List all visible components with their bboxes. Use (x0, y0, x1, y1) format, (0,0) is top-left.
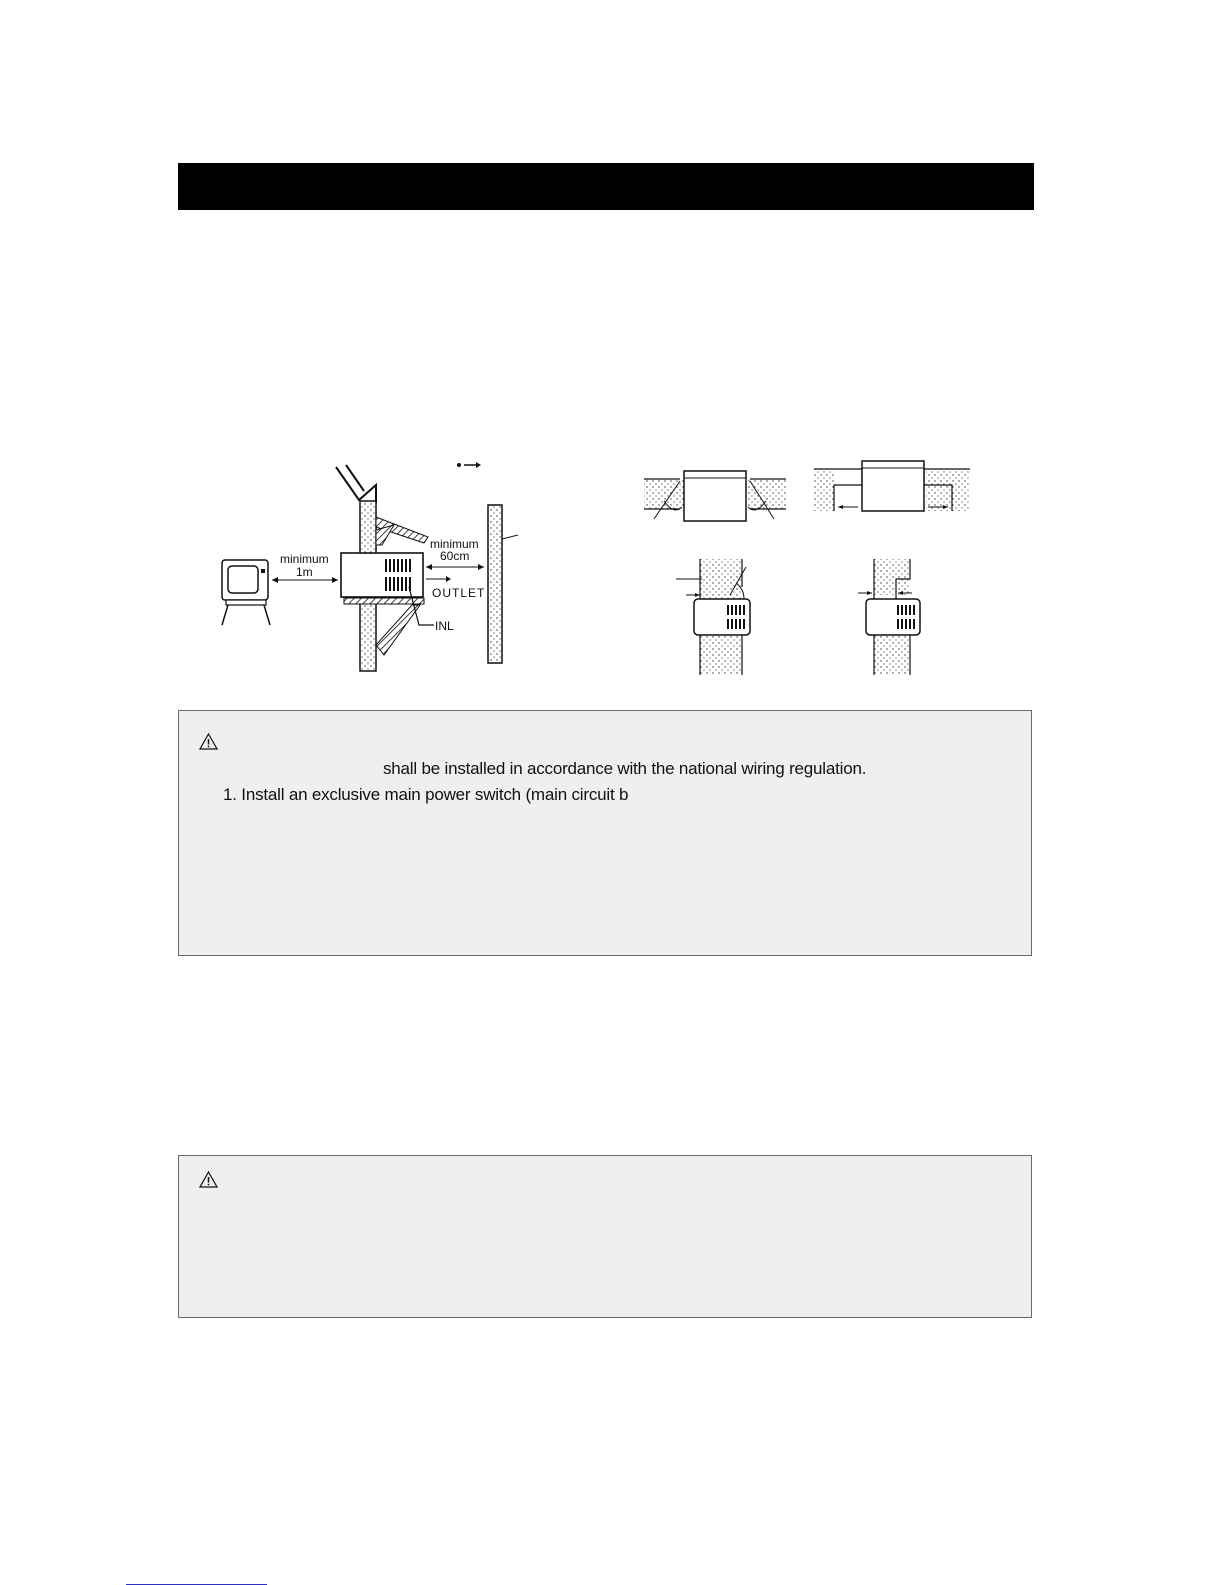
lower-brace (376, 605, 420, 655)
arrow-symbol-icon (457, 462, 481, 468)
clearance-diagram (214, 455, 534, 685)
window-mounting-diagram (640, 455, 990, 685)
min-60cm-label-bottom: 60cm (440, 549, 470, 563)
mounting-case-1 (644, 471, 786, 521)
min-1m-label-top: minimum (280, 552, 329, 566)
mounting-case-3 (676, 559, 750, 675)
warning-triangle-icon (199, 733, 218, 750)
outlet-label: OUTLET (432, 586, 486, 600)
obstacle-wall (488, 505, 502, 663)
min-60cm-label-top: minimum (430, 537, 479, 551)
warning-line-2: 1. Install an exclusive main power switch (main circuit b (223, 785, 629, 804)
warning-line-1: shall be installed in accordance with the national wiring regulation. (383, 759, 867, 778)
roof-outline (336, 467, 376, 503)
caution-triangle-icon (199, 1171, 218, 1188)
inlet-label: INL (435, 619, 454, 633)
television-icon (222, 560, 270, 625)
mounting-case-2 (814, 461, 970, 511)
section-header-bar (178, 163, 1034, 210)
caution-box (178, 1155, 1032, 1318)
window-mounting-figure (640, 455, 990, 685)
electrical-warning-box (178, 710, 1032, 956)
mounting-case-4 (858, 559, 920, 675)
min-1m-label-bottom: 1m (296, 565, 313, 579)
installation-clearance-figure (214, 455, 534, 685)
